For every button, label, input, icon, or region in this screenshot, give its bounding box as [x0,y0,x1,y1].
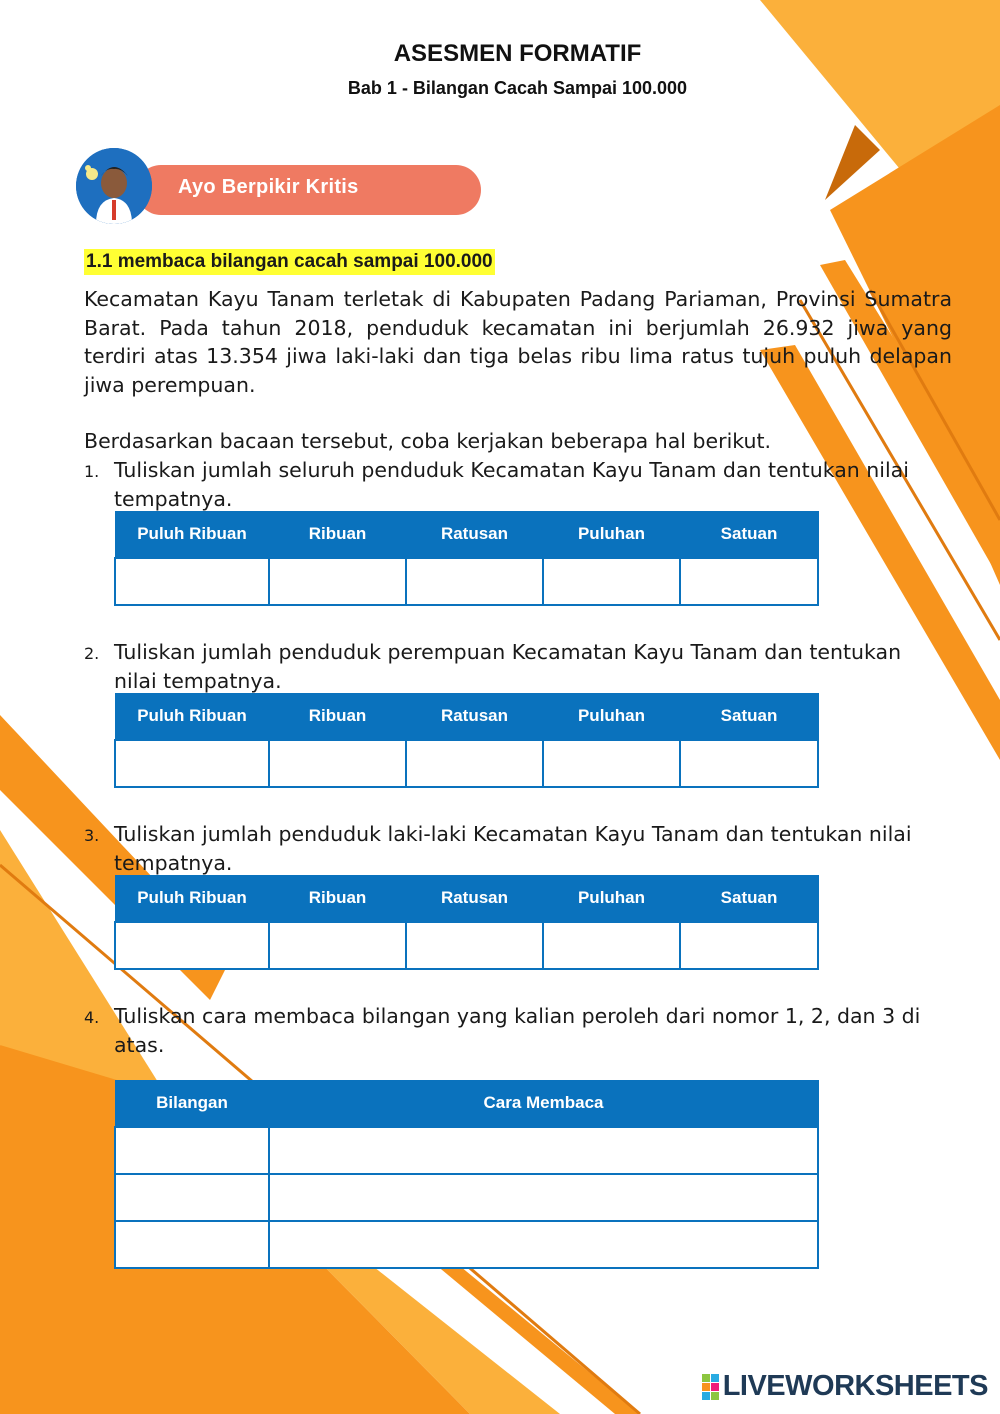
thinking-student-icon [76,148,152,224]
answer-cell-bilangan[interactable] [115,1221,269,1268]
answer-cell-ratusan[interactable] [406,558,543,605]
answer-cell-satuan[interactable] [680,922,818,969]
question-number: 4. [84,1008,100,1027]
place-value-table-3 [114,875,819,970]
answer-cell-satuan[interactable] [680,740,818,787]
question-2 [84,638,934,695]
header-cara-membaca: Cara Membaca [269,1080,818,1127]
liveworksheets-brand: LIVEWORKSHEETS [722,1370,988,1402]
answer-cell-ratusan[interactable] [406,740,543,787]
header-ratusan: Ratusan [406,875,543,922]
liveworksheets-logo-icon [702,1374,719,1400]
answer-cell-ribuan[interactable] [269,740,406,787]
header-puluh-ribuan: Puluh Ribuan [115,693,269,740]
question-text: Tuliskan jumlah seluruh penduduk Kecamatan Kayu Tanam dan tentukan nilai tempatnya. [114,458,909,511]
answer-cell-puluh-ribuan[interactable] [115,558,269,605]
header-ribuan: Ribuan [269,875,406,922]
page-title: ASESMEN FORMATIF [393,40,642,67]
question-number: 1. [84,462,100,481]
critical-thinking-badge [76,148,406,224]
answer-cell-ratusan[interactable] [406,922,543,969]
answer-cell-satuan[interactable] [680,558,818,605]
header-satuan: Satuan [680,693,818,740]
place-value-table-2 [114,693,819,788]
answer-cell-bilangan[interactable] [115,1127,269,1174]
reading-paragraph: Kecamatan Kayu Tanam terletak di Kabupaten Padang Pariaman, Provinsi Sumatra Barat. Pada tahun 2018, penduduk kecamatan ini berjumlah 26.932 jiwa yang terdiri atas 13.354 jiwa laki-laki dan tiga belas ribu lima ratus tujuh puluh delapan jiwa perempuan. [84,287,952,397]
reading-table [114,1080,819,1269]
question-number: 3. [84,826,100,845]
answer-cell-bilangan[interactable] [115,1174,269,1221]
question-4 [84,1002,934,1059]
answer-cell-puluh-ribuan[interactable] [115,922,269,969]
answer-cell-ribuan[interactable] [269,922,406,969]
liveworksheets-logo [702,1370,988,1403]
question-text: Tuliskan cara membaca bilangan yang kalian peroleh dari nomor 1, 2, dan 3 di atas. [114,1004,921,1057]
answer-cell-cara-membaca[interactable] [269,1221,818,1268]
answer-cell-cara-membaca[interactable] [269,1174,818,1221]
header-ratusan: Ratusan [406,511,543,558]
question-number: 2. [84,644,100,663]
header-puluhan: Puluhan [543,875,680,922]
header-puluhan: Puluhan [543,511,680,558]
badge-label: Ayo Berpikir Kritis [178,176,359,198]
instruction-intro: Berdasarkan bacaan tersebut, coba kerjakan beberapa hal berikut. [84,429,772,453]
answer-cell-puluhan[interactable] [543,922,680,969]
section-heading: 1.1 membaca bilangan cacah sampai 100.000 [84,249,495,275]
page-subtitle: Bab 1 - Bilangan Cacah Sampai 100.000 [347,78,688,98]
answer-cell-cara-membaca[interactable] [269,1127,818,1174]
answer-cell-puluhan[interactable] [543,558,680,605]
answer-cell-puluh-ribuan[interactable] [115,740,269,787]
header-ribuan: Ribuan [269,693,406,740]
header-bilangan: Bilangan [115,1080,269,1127]
question-1 [84,456,934,513]
question-3 [84,820,934,877]
header-puluh-ribuan: Puluh Ribuan [115,511,269,558]
answer-cell-puluhan[interactable] [543,740,680,787]
question-text: Tuliskan jumlah penduduk perempuan Kecamatan Kayu Tanam dan tentukan nilai tempatnya. [114,640,902,693]
question-text: Tuliskan jumlah penduduk laki-laki Kecamatan Kayu Tanam dan tentukan nilai tempatnya. [114,822,912,875]
header-satuan: Satuan [680,511,818,558]
header-puluhan: Puluhan [543,693,680,740]
place-value-table-1 [114,511,819,606]
answer-cell-ribuan[interactable] [269,558,406,605]
header-satuan: Satuan [680,875,818,922]
header-ratusan: Ratusan [406,693,543,740]
header-ribuan: Ribuan [269,511,406,558]
header-puluh-ribuan: Puluh Ribuan [115,875,269,922]
